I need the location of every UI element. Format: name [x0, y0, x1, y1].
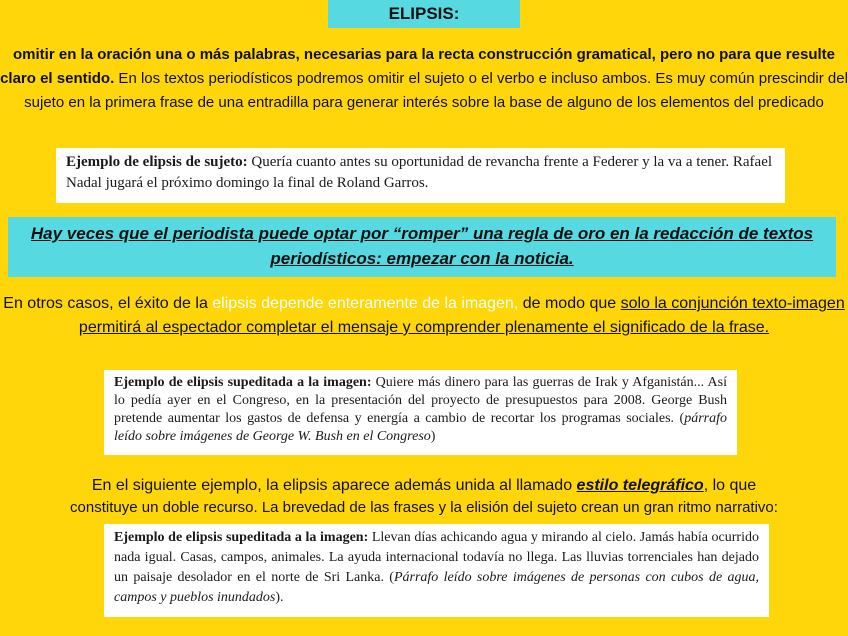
para2-comma: , [513, 295, 519, 312]
intro-paragraph [0, 43, 848, 115]
para2-before: En otros casos, el éxito de la [3, 295, 213, 312]
example-label: Ejemplo de elipsis supeditada a la imagen: [114, 530, 369, 545]
example-close: ). [275, 590, 284, 605]
example-text: Llevan días achicando agua y mirando al cielo. Jamás había ocurrido nada igual. Casas, campos, animales. La ayuda internacional todavía no llega. Las lluvias torrenciales han dejado un paisaje desolador en el norte de Sri Lanka. ( [114, 530, 759, 585]
para3-line2: constituye un doble recurso. La brevedad de las frases y la elisión del sujeto crean un gran ritmo narrativo: [70, 499, 778, 516]
highlight-banner [8, 217, 836, 277]
intro-rest-text: En los textos periodísticos podremos omitir el sujeto o el verbo e incluso ambos. Es muy común prescindir del sujeto en la primera frase de una entradilla para generar interés sobre la base de alguno de los elementos del predicado [24, 70, 848, 111]
para3-after: , lo que [703, 477, 757, 494]
highlight-text: Hay veces que el periodista puede optar por “romper” una regla de oro en la redacción de textos periodísticos: empezar con la noticia. [30, 224, 814, 268]
title-box [328, 0, 520, 28]
emphasized-white-text: elipsis depende enteramente de la imagen [212, 295, 514, 312]
para2-middle: de modo que [518, 295, 621, 312]
example-label: Ejemplo de elipsis supeditada a la imagen: [114, 375, 372, 390]
telegraphic-style-paragraph [0, 475, 848, 519]
example-close: ) [430, 429, 436, 444]
example-text: Quería cuanto antes su oportunidad de revancha frente a Federer y la va a tener. Rafael Nadal jugará el próximo domingo la final de Roland Garros. [66, 154, 773, 191]
example-italic-note: párrafo leído sobre imágenes de George W. Bush en el Congreso [114, 411, 727, 444]
example-subject-ellipsis [56, 148, 785, 203]
telegraphic-style-term: estilo telegráfico [576, 477, 704, 494]
page-title: ELIPSIS: [388, 4, 460, 23]
example-text: Quiere más dinero para las guerras de Irak y Afganistán... Así lo pedía ayer en el Congreso, en la presentación del proyecto de presupuestos para 2008. George Bush pretende aumentar los gastos de defensa y energía a cambio de recortar los programas sociales. ( [114, 375, 727, 426]
image-ellipsis-paragraph [0, 292, 848, 340]
example-image-ellipsis-bush [104, 370, 737, 455]
example-italic-note: Párrafo leído sobre imágenes de personas con cubos de agua, campos y pueblos inundados [114, 570, 759, 605]
underlined-text: solo la conjunción texto-imagen permitirá al espectador completar el mensaje y comprender plenamente el significado de la frase. [78, 295, 845, 336]
definition-text: omitir en la oración una o más palabras, necesarias para la recta construcción gramatical, pero no para que resulte claro el sentido. [0, 46, 835, 87]
para3-before: En el siguiente ejemplo, la elipsis aparece además unida al llamado [91, 477, 577, 494]
example-image-ellipsis-srilanka [104, 524, 769, 617]
example-label: Ejemplo de elipsis de sujeto: [66, 154, 248, 170]
